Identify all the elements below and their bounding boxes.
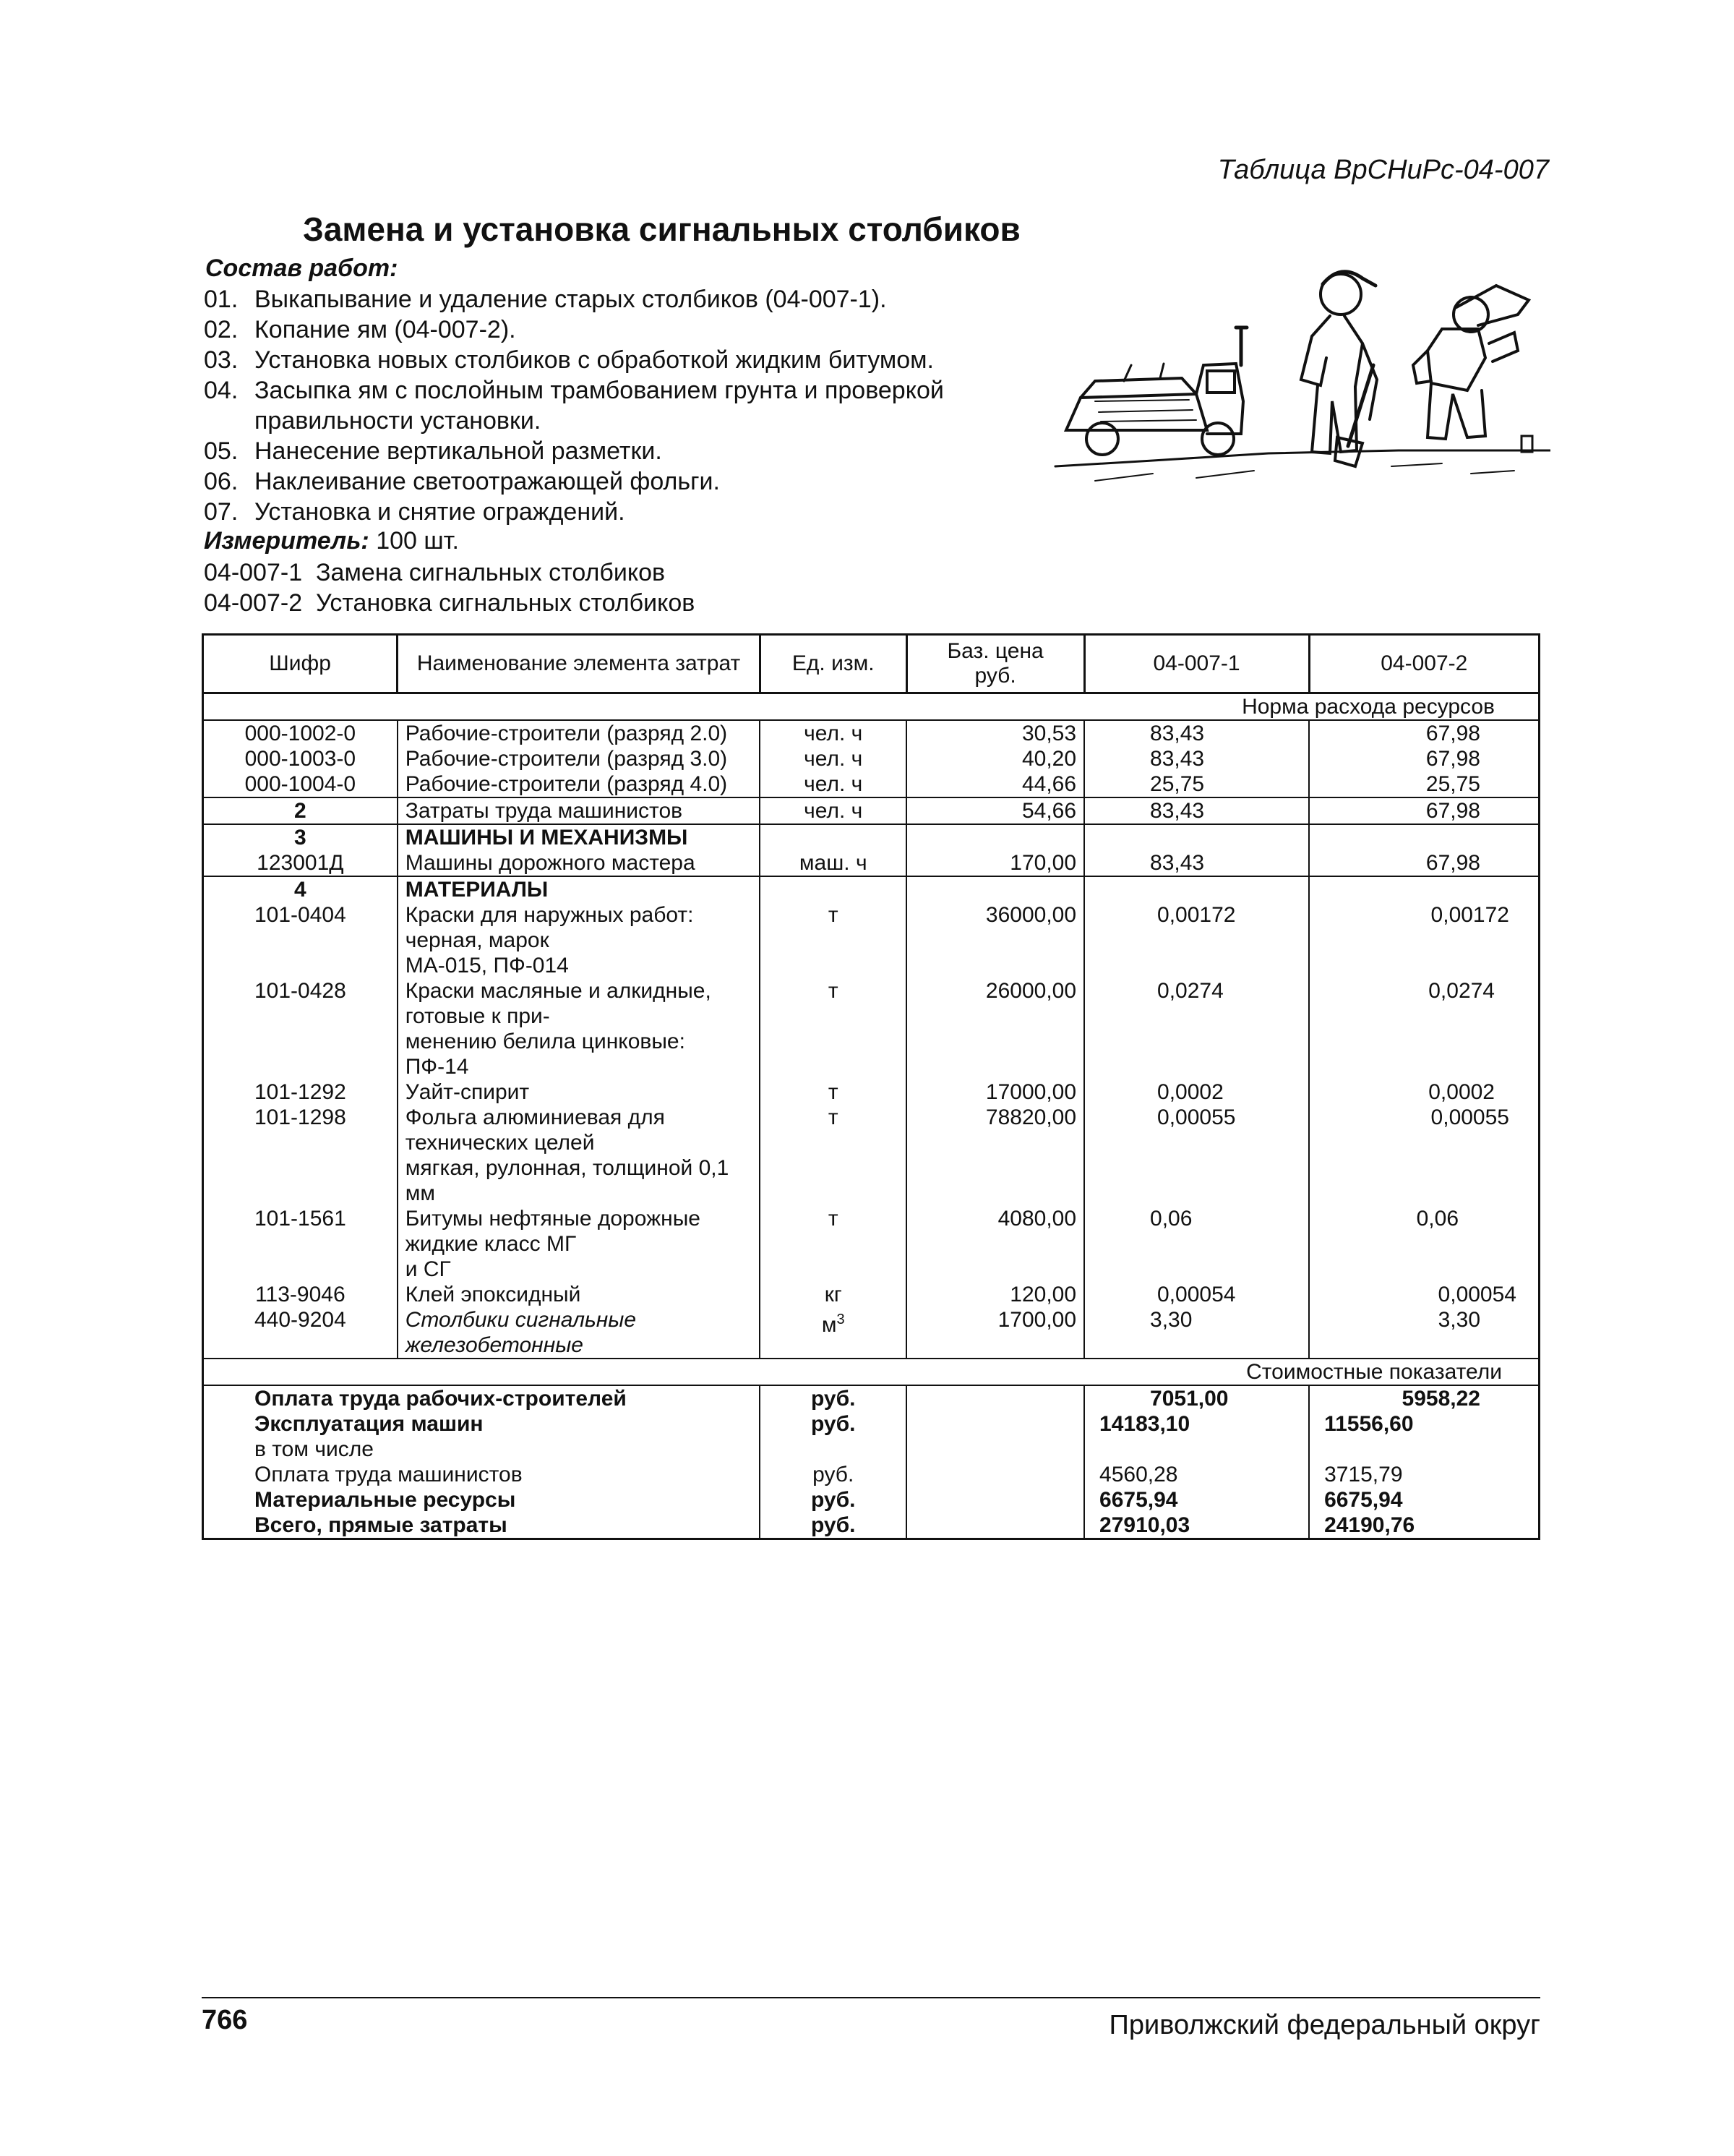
row-code: 101-1561: [203, 1206, 398, 1282]
row-price: 1700,00: [906, 1307, 1084, 1359]
header-price-line2: руб.: [974, 664, 1016, 688]
cost-value-2: 11556,60: [1309, 1411, 1539, 1437]
cost-value-2: 6675,94: [1309, 1487, 1539, 1513]
header-price: [906, 635, 1084, 693]
table-row: [203, 978, 1540, 1079]
table-row: [203, 1105, 1540, 1206]
cost-value-1: 14183,10: [1084, 1411, 1309, 1437]
row-value-1: 0,0002: [1084, 1079, 1309, 1105]
table-row: [203, 902, 1540, 978]
cost-value-1: 7051,00: [1084, 1385, 1309, 1411]
cost-unit: руб.: [760, 1513, 906, 1539]
row-price: 40,20: [906, 746, 1084, 771]
row-value-1: 83,43: [1084, 850, 1309, 876]
cost-value-1: 6675,94: [1084, 1487, 1309, 1513]
code-line: [204, 557, 695, 588]
work-item-number: 06.: [204, 468, 239, 495]
row-value-1: 25,75: [1084, 771, 1309, 797]
row-name: [398, 1105, 760, 1206]
row-value-2: 0,00055: [1309, 1105, 1539, 1206]
row-price: 26000,00: [906, 978, 1084, 1079]
table-row: [203, 1282, 1540, 1307]
row-name-line1: Краски для наружных работ: черная, марок: [405, 903, 694, 952]
meter-label: Измеритель:: [204, 527, 369, 555]
work-item: [204, 497, 1064, 527]
row-value-1: 0,06: [1084, 1206, 1309, 1282]
row-value-2: 0,00054: [1309, 1282, 1539, 1307]
row-name-line2: менению белила цинковые: ПФ-14: [405, 1030, 685, 1079]
row-code: 000-1004-0: [203, 771, 398, 797]
row-price: 120,00: [906, 1282, 1084, 1307]
row-name: МАШИНЫ И МЕХАНИЗМЫ: [398, 824, 760, 850]
row-code: 4: [203, 876, 398, 902]
work-item-text: Выкапывание и удаление старых столбиков (04-007-1).: [254, 286, 887, 313]
cost-value-1: 27910,03: [1084, 1513, 1309, 1539]
row-name: [398, 978, 760, 1079]
row-name-line1: Фольга алюминиевая для технических целей: [405, 1105, 665, 1155]
row-code: 101-1292: [203, 1079, 398, 1105]
table-row: [203, 771, 1540, 797]
row-code: 113-9046: [203, 1282, 398, 1307]
row-value-2: 3,30: [1309, 1307, 1539, 1359]
cost-row: [203, 1462, 1540, 1487]
table-row: [203, 797, 1540, 824]
row-code: 123001Д: [203, 850, 398, 876]
row-code: 000-1002-0: [203, 720, 398, 746]
work-item-text: Наклеивание светоотражающей фольги.: [254, 468, 720, 495]
row-value-1: 83,43: [1084, 797, 1309, 824]
header-price-line1: Баз. цена: [947, 639, 1044, 663]
row-name: Рабочие-строители (разряд 2.0): [398, 720, 760, 746]
row-value-2: 0,0274: [1309, 978, 1539, 1079]
row-name: Затраты труда машинистов: [398, 797, 760, 824]
cost-name: Материальные ресурсы: [203, 1487, 760, 1513]
cost-name: Эксплуатация машин: [203, 1411, 760, 1437]
row-value-2: 67,98: [1309, 746, 1539, 771]
row-name: Рабочие-строители (разряд 3.0): [398, 746, 760, 771]
work-item: [204, 345, 1064, 375]
row-price: 44,66: [906, 771, 1084, 797]
work-composition-heading: Состав работ:: [205, 254, 398, 282]
code-line: [204, 588, 695, 618]
work-item-number: 03.: [204, 346, 239, 374]
code: 04-007-2: [204, 589, 303, 617]
row-unit: т: [760, 1206, 906, 1282]
row-unit: т: [760, 978, 906, 1079]
row-unit: чел. ч: [760, 771, 906, 797]
cost-row: [203, 1411, 1540, 1437]
group-row: [203, 876, 1540, 902]
row-price: 30,53: [906, 720, 1084, 746]
work-item-text: Копание ям (04-007-2).: [254, 316, 516, 343]
row-value-1: 83,43: [1084, 746, 1309, 771]
row-value-2: 0,0002: [1309, 1079, 1539, 1105]
cost-unit: руб.: [760, 1487, 906, 1513]
row-unit: чел. ч: [760, 797, 906, 824]
row-code: 101-0404: [203, 902, 398, 978]
header-name: Наименование элемента затрат: [398, 635, 760, 693]
row-name-line2: и СГ: [405, 1257, 451, 1281]
table-row: [203, 850, 1540, 876]
row-name: [398, 1206, 760, 1282]
work-item-number: 01.: [204, 286, 239, 313]
row-name: Столбики сигнальные железобетонные: [398, 1307, 760, 1359]
row-price: 54,66: [906, 797, 1084, 824]
cost-unit: руб.: [760, 1385, 906, 1411]
row-price: 170,00: [906, 850, 1084, 876]
work-item-number: 04.: [204, 377, 239, 404]
work-composition-list: [204, 284, 1064, 527]
row-price: 4080,00: [906, 1206, 1084, 1282]
page-number: 766: [202, 2005, 248, 2035]
row-value-2: 0,06: [1309, 1206, 1539, 1282]
work-item-text: Установка новых столбиков с обработкой жидким битумом.: [254, 346, 934, 374]
row-code: 101-1298: [203, 1105, 398, 1206]
row-value-2: 67,98: [1309, 850, 1539, 876]
work-item-text: Установка и снятие ограждений.: [254, 498, 625, 526]
row-value-1: 3,30: [1084, 1307, 1309, 1359]
resource-table: [202, 633, 1540, 1540]
cost-row: [203, 1513, 1540, 1539]
work-item-number: 02.: [204, 316, 239, 343]
page-title: Замена и установка сигнальных столбиков: [303, 210, 1021, 248]
row-unit: чел. ч: [760, 720, 906, 746]
code-descriptions: [204, 557, 695, 618]
table-row: [203, 1206, 1540, 1282]
cost-value-2: 3715,79: [1309, 1462, 1539, 1487]
row-name: Машины дорожного мастера: [398, 850, 760, 876]
row-name-line2: МА-015, ПФ-014: [405, 954, 569, 978]
cost-name: Всего, прямые затраты: [203, 1513, 760, 1539]
row-name-line1: Краски масляные и алкидные, готовые к при-: [405, 979, 711, 1028]
group-row: [203, 824, 1540, 850]
work-item: [204, 436, 1064, 466]
footer-region: Приволжский федеральный округ: [1109, 2010, 1540, 2040]
work-item: [204, 466, 1064, 497]
row-value-2: 67,98: [1309, 720, 1539, 746]
workers-illustration: [1052, 257, 1550, 495]
cost-value-2: 24190,76: [1309, 1513, 1539, 1539]
row-unit: т: [760, 1105, 906, 1206]
section-norm: Норма расхода ресурсов: [203, 693, 1540, 721]
row-code: 440-9204: [203, 1307, 398, 1359]
row-name: Рабочие-строители (разряд 4.0): [398, 771, 760, 797]
measurement-unit: [204, 526, 459, 556]
cost-name: в том числе: [203, 1437, 760, 1462]
work-item-text: Засыпка ям с послойным трамбованием грунта и проверкой правильности установки.: [254, 377, 944, 435]
row-value-2: 25,75: [1309, 771, 1539, 797]
row-value-2: 67,98: [1309, 797, 1539, 824]
cost-value-2: 5958,22: [1309, 1385, 1539, 1411]
header-unit: Ед. изм.: [760, 635, 906, 693]
cost-name: Оплата труда рабочих-строителей: [203, 1385, 760, 1411]
row-unit: маш. ч: [760, 850, 906, 876]
row-value-1: 0,00054: [1084, 1282, 1309, 1307]
row-name: Клей эпоксидный: [398, 1282, 760, 1307]
row-value-1: 0,00172: [1084, 902, 1309, 978]
row-code: 000-1003-0: [203, 746, 398, 771]
row-value-2: 0,00172: [1309, 902, 1539, 978]
row-price: 78820,00: [906, 1105, 1084, 1206]
work-item-number: 07.: [204, 498, 239, 526]
row-name: Уайт-спирит: [398, 1079, 760, 1105]
meter-value: 100 шт.: [376, 527, 459, 555]
table-row: [203, 1307, 1540, 1359]
section-row: [203, 693, 1540, 721]
section-row: [203, 1359, 1540, 1385]
cost-row: [203, 1487, 1540, 1513]
row-unit: чел. ч: [760, 746, 906, 771]
row-name-line1: Битумы нефтяные дорожные жидкие класс МГ: [405, 1207, 700, 1256]
header-col1: 04-007-1: [1084, 635, 1309, 693]
footer-divider: [202, 1997, 1540, 1998]
row-unit: [760, 1307, 906, 1359]
row-unit: т: [760, 1079, 906, 1105]
work-item: [204, 375, 1064, 436]
row-price: 17000,00: [906, 1079, 1084, 1105]
row-code: 3: [203, 824, 398, 850]
code-desc: Установка сигнальных столбиков: [316, 589, 695, 617]
row-name: [398, 902, 760, 978]
table-row: [203, 746, 1540, 771]
row-code: 2: [203, 797, 398, 824]
table-row: [203, 720, 1540, 746]
code-desc: Замена сигнальных столбиков: [316, 559, 666, 586]
row-name-line2: мягкая, рулонная, толщиной 0,1 мм: [405, 1156, 729, 1205]
table-header-row: [203, 635, 1540, 693]
cost-row: [203, 1385, 1540, 1411]
work-item: [204, 284, 1064, 315]
cost-row: [203, 1437, 1540, 1462]
row-price: 36000,00: [906, 902, 1084, 978]
work-item-text: Нанесение вертикальной разметки.: [254, 437, 662, 465]
header-col2: 04-007-2: [1309, 635, 1539, 693]
work-item-number: 05.: [204, 437, 239, 465]
cost-name: Оплата труда машинистов: [203, 1462, 760, 1487]
work-item: [204, 315, 1064, 345]
unit-superscript: 3: [836, 1312, 845, 1327]
code: 04-007-1: [204, 559, 303, 586]
row-value-1: 0,0274: [1084, 978, 1309, 1079]
row-unit: кг: [760, 1282, 906, 1307]
section-cost: Стоимостные показатели: [203, 1359, 1540, 1385]
row-code: 101-0428: [203, 978, 398, 1079]
cost-unit: руб.: [760, 1411, 906, 1437]
table-reference: Таблица ВрСНиРс-04-007: [1217, 155, 1549, 185]
table-row: [203, 1079, 1540, 1105]
row-value-1: 83,43: [1084, 720, 1309, 746]
unit-text: м: [821, 1313, 837, 1337]
header-code: Шифр: [203, 635, 398, 693]
cost-unit: руб.: [760, 1462, 906, 1487]
cost-value-1: 4560,28: [1084, 1462, 1309, 1487]
row-value-1: 0,00055: [1084, 1105, 1309, 1206]
row-name: МАТЕРИАЛЫ: [398, 876, 760, 902]
row-unit: т: [760, 902, 906, 978]
